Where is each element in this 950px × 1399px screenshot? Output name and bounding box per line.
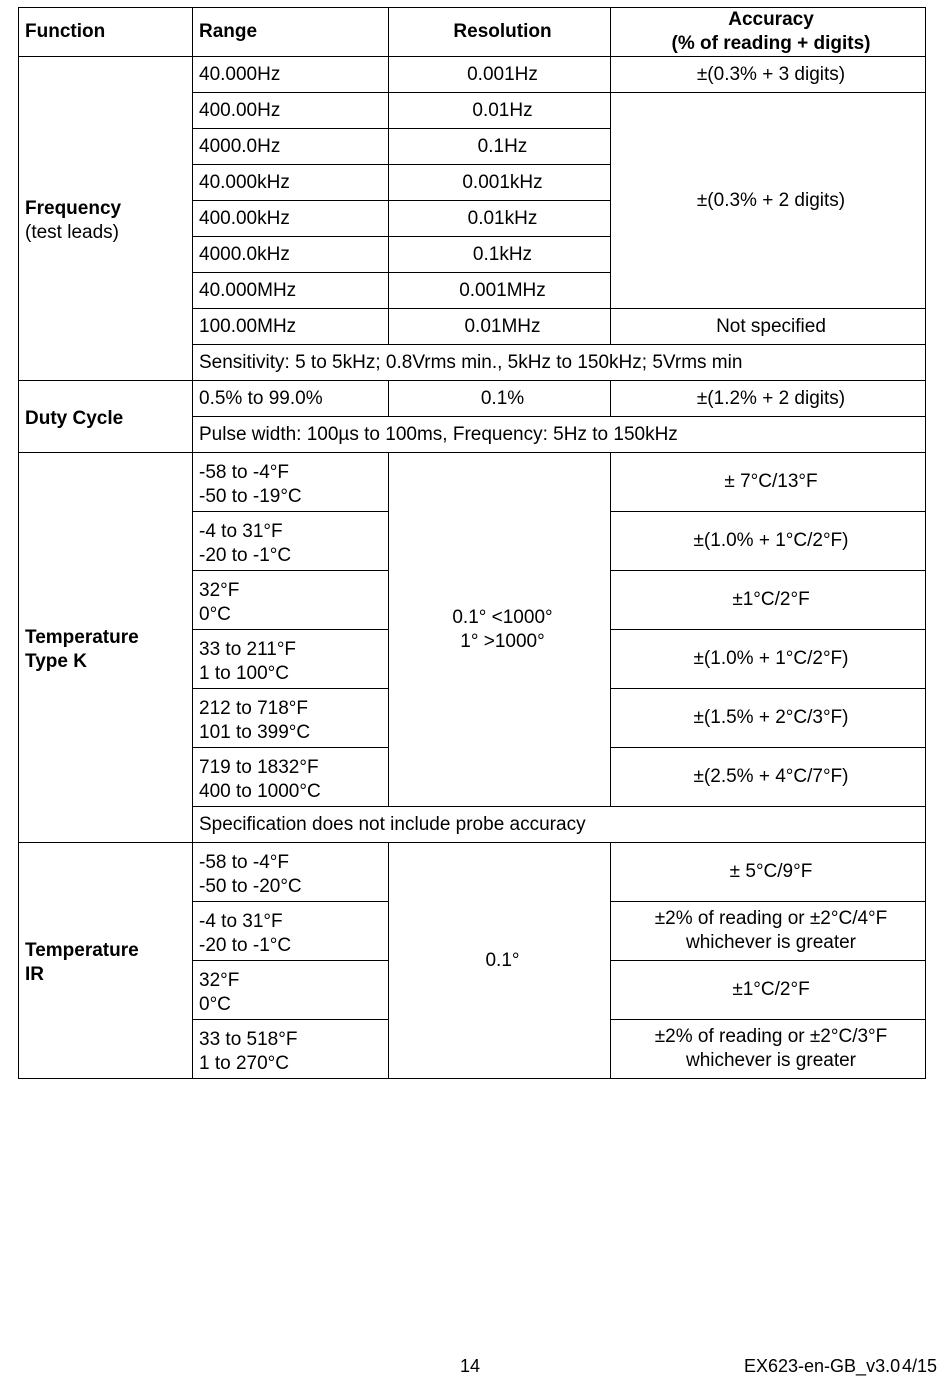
range-cell: 0.5% to 99.0% [193, 381, 389, 417]
range-c: 1 to 270°C [199, 1052, 289, 1074]
resolution-cell [389, 453, 611, 807]
resolution-line1: 0.1° <1000° [452, 606, 553, 628]
accuracy-cell [611, 902, 926, 961]
range-cell [193, 512, 389, 571]
accuracy-cell [611, 961, 926, 1020]
accuracy-line1: ±2% of reading or ±2°C/4°F [654, 908, 888, 929]
range-c: 0°C [199, 603, 231, 625]
table-row [19, 57, 926, 93]
function-frequency [19, 57, 193, 381]
resolution-line2: 1° >1000° [460, 630, 545, 652]
range-cell [193, 689, 389, 748]
accuracy-cell: ±(2.5% + 4°C/7°F) [611, 748, 926, 807]
accuracy-line1: ±2% of reading or ±2°C/3°F [654, 1026, 888, 1047]
accuracy-cell [611, 843, 926, 902]
accuracy-line2: whichever is greater [685, 1050, 857, 1071]
accuracy-cell: ±1°C/2°F [611, 571, 926, 630]
range-cell [193, 630, 389, 689]
spec-table [18, 7, 926, 1079]
resolution-cell: 0.1Hz [389, 129, 611, 165]
note-cell: Sensitivity: 5 to 5kHz; 0.8Vrms min., 5kHz to 150kHz; 5Vrms min [193, 345, 926, 381]
resolution-cell: 0.001Hz [389, 57, 611, 93]
range-cell [193, 748, 389, 807]
resolution-cell: 0.01kHz [389, 201, 611, 237]
range-f: 32°F [199, 969, 240, 991]
table-row [19, 381, 926, 417]
range-f: -58 to -4°F [199, 851, 289, 873]
range-cell [193, 902, 389, 961]
note-cell: Pulse width: 100µs to 100ms, Frequency: 5Hz to 150kHz [193, 417, 926, 453]
resolution-cell: 0.1% [389, 381, 611, 417]
range-cell: 100.00MHz [193, 309, 389, 345]
accuracy-line1: ± 5°C/9°F [729, 861, 813, 882]
range-c: 101 to 399°C [199, 721, 311, 743]
range-cell [193, 453, 389, 512]
accuracy-cell: ± 7°C/13°F [611, 453, 926, 512]
table-row [19, 453, 926, 512]
function-name: Temperature [25, 627, 139, 648]
function-name-2: IR [25, 964, 44, 985]
document-id: EX623-en-GB_v3.0 [744, 1356, 901, 1376]
range-c: 400 to 1000°C [199, 780, 321, 802]
function-duty-cycle [19, 381, 193, 453]
note-cell: Specification does not include probe accuracy [193, 807, 926, 843]
table-row [19, 843, 926, 902]
range-c: -20 to -1°C [199, 934, 292, 956]
header-accuracy-line1: Accuracy [728, 9, 814, 30]
range-c: 0°C [199, 993, 231, 1015]
accuracy-cell: ±(1.5% + 2°C/3°F) [611, 689, 926, 748]
accuracy-cell: ±(0.3% + 2 digits) [611, 93, 926, 309]
function-temperature-k [19, 453, 193, 843]
resolution-cell: 0.01Hz [389, 93, 611, 129]
range-cell: 40.000Hz [193, 57, 389, 93]
accuracy-line2: whichever is greater [685, 932, 857, 953]
range-cell [193, 961, 389, 1020]
range-cell: 4000.0kHz [193, 237, 389, 273]
range-f: 33 to 211°F [199, 638, 297, 660]
range-f: 719 to 1832°F [199, 756, 319, 778]
range-c: -50 to -19°C [199, 485, 302, 507]
accuracy-cell: ±(1.0% + 1°C/2°F) [611, 630, 926, 689]
function-name: Temperature [25, 940, 139, 961]
range-f: 212 to 718°F [199, 697, 309, 719]
range-cell: 40.000MHz [193, 273, 389, 309]
range-f: 32°F [199, 579, 240, 601]
range-c: -50 to -20°C [199, 875, 302, 897]
function-name-2: Type K [25, 651, 87, 672]
accuracy-cell: ±(0.3% + 3 digits) [611, 57, 926, 93]
range-cell: 40.000kHz [193, 165, 389, 201]
range-f: -58 to -4°F [199, 461, 289, 483]
range-f: 33 to 518°F [199, 1028, 298, 1050]
resolution-cell: 0.1° [389, 843, 611, 1079]
function-name: Duty Cycle [25, 408, 124, 429]
range-cell: 400.00kHz [193, 201, 389, 237]
resolution-cell: 0.01MHz [389, 309, 611, 345]
range-f: -4 to 31°F [199, 520, 283, 542]
function-temperature-ir [19, 843, 193, 1079]
range-c: 1 to 100°C [199, 662, 289, 684]
range-cell: 4000.0Hz [193, 129, 389, 165]
resolution-cell: 0.001MHz [389, 273, 611, 309]
accuracy-line1: ±1°C/2°F [732, 979, 810, 1000]
header-resolution: Resolution [389, 8, 611, 57]
accuracy-cell: ±(1.0% + 1°C/2°F) [611, 512, 926, 571]
resolution-cell: 0.001kHz [389, 165, 611, 201]
function-sub: (test leads) [25, 222, 119, 243]
accuracy-cell: Not specified [611, 309, 926, 345]
page-of-count: 4/15 [902, 1356, 938, 1376]
range-f: -4 to 31°F [199, 910, 283, 932]
function-name: Frequency [25, 198, 122, 219]
range-cell [193, 1020, 389, 1079]
range-cell [193, 843, 389, 902]
header-accuracy [611, 8, 926, 57]
range-c: -20 to -1°C [199, 544, 292, 566]
accuracy-cell: ±(1.2% + 2 digits) [611, 381, 926, 417]
page-number: 14 [460, 1356, 481, 1376]
resolution-cell: 0.1kHz [389, 237, 611, 273]
range-cell: 400.00Hz [193, 93, 389, 129]
header-accuracy-line2: (% of reading + digits) [671, 33, 871, 54]
header-range: Range [193, 8, 389, 57]
range-cell [193, 571, 389, 630]
header-function: Function [19, 8, 193, 57]
accuracy-cell [611, 1020, 926, 1079]
header-row [19, 8, 926, 57]
